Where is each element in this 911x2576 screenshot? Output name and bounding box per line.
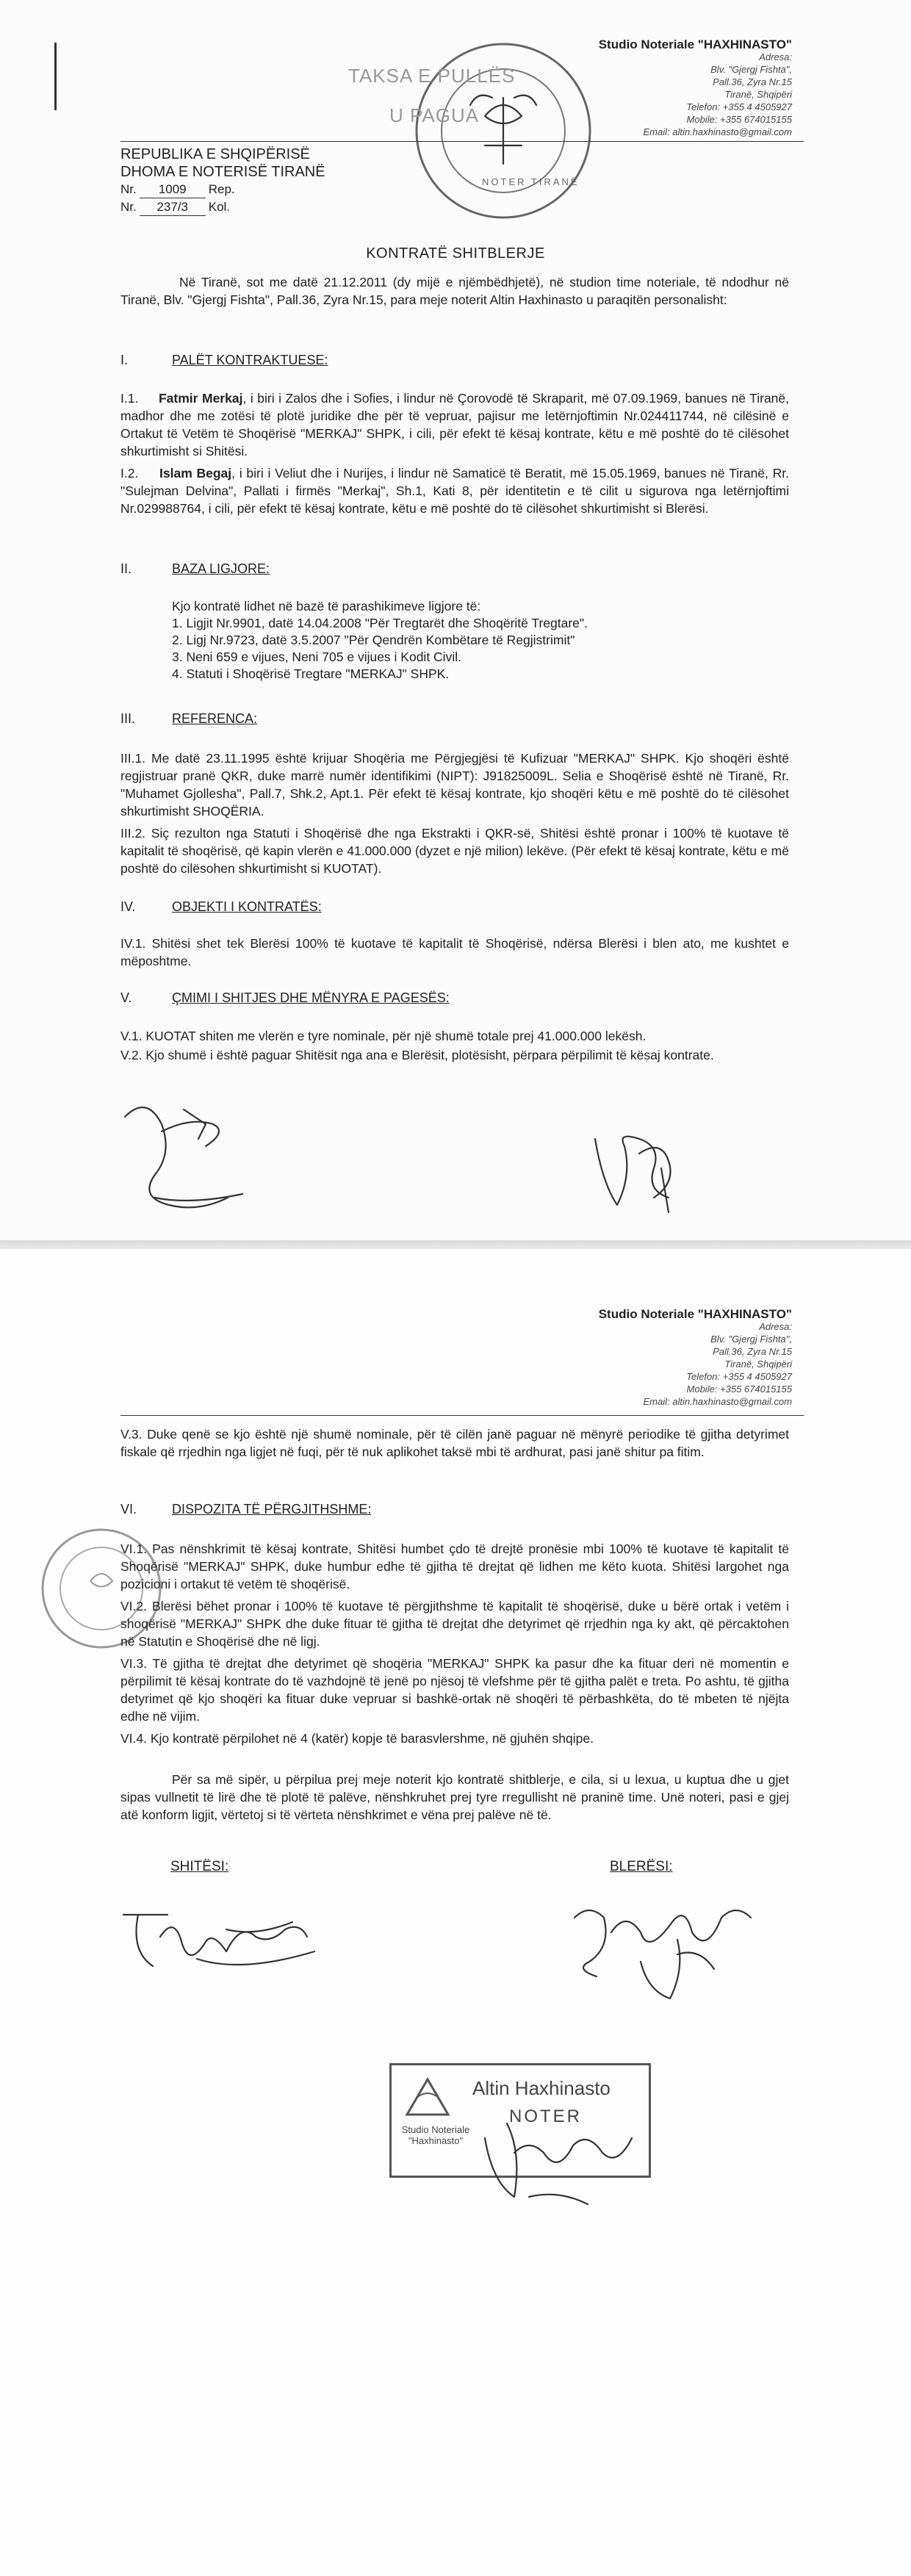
legal-basis-item: 2. Ligj Nr.9723, datë 3.5.2007 "Për Qendrën Kombëtare të Regjistrimit" [172, 633, 575, 647]
studio-street: Blv. "Gjergj Fishta", [710, 64, 792, 75]
section-2-heading [120, 560, 270, 578]
section-3-heading [120, 710, 257, 727]
general-1-paragraph: VI.1. Pas nënshkrimit të kësaj kontrate, Shitësi humbet çdo të drejtë pronësie mbi 100% të kuotave të kapitalit të Shoqërisë "MERKAJ" SHPK, duke humbur edhe të gjitha të drejtat që lidhen me këto kuota. Shitësi largohet nga pozicioni i ortakut të vetëm të shoqërisë. [120, 1541, 789, 1591]
stamp-studio-line2: "Haxhinasto" [408, 2135, 464, 2146]
party-2-paragraph [120, 464, 789, 517]
general-2-paragraph: VI.2. Blerësi bëhet pronar i 100% të kuotave të përgjithshme të kapitalit të shoqërisë, duke u bërë ortak i vetëm i shoqërisë "MERKAJ" SHPK dhe duke fituar të gjitha të drejtat dhe detyrimet që rrjedhin nga ky akt, që përcaktohen në Statutin e Shoqërisë dhe në ligj. [120, 1599, 789, 1649]
party-2-number: I.2. [120, 466, 139, 481]
buyer-signature [552, 1881, 802, 2013]
notary-signature [470, 2109, 661, 2219]
section-5-heading [120, 989, 450, 1007]
seller-signature-page-1 [110, 1087, 272, 1227]
section-4-number: IV. [120, 899, 136, 914]
header-rule [120, 1415, 804, 1416]
section-2-title: BAZA LIGJORE: [172, 561, 270, 576]
scan-edge-mark [54, 43, 57, 110]
contract-page-1 [0, 0, 911, 1242]
notary-name: Altin Haxhinasto [472, 2077, 611, 2099]
buyer-signature-page-1 [566, 1109, 705, 1227]
contract-title: KONTRATË SHITBLERJE [366, 245, 545, 262]
party-1-text: , i biri i Zalos dhe i Sofies, i lindur në Çorovodë të Skraparit, më 07.09.1969, banues në Tiranë, madhor dhe me zotësi të plotë juridike dhe për të vepruar, pajisur me letërnjoftimin Nr.024411744, në cilësinë e Ortakut të Vetëm të Shoqërisë "MERKAJ" SHPK, i cili, për efekt të kësaj kontrate, këtu e më poshtë do të cilësohet shkurtimisht si Shitësi. [120, 391, 789, 458]
section-1-heading [120, 351, 328, 369]
tax-seal-stamp [375, 28, 595, 234]
studio-address-label: Adresa: [759, 51, 792, 62]
object-paragraph: IV.1. Shitësi shet tek Blerësi 100% të kuotave të kapitalit të Shoqërisë, ndërsa Blerësi i blen ato, me kushtet e mëposhtme. [120, 936, 789, 968]
emblem-icon [402, 2076, 453, 2120]
legal-basis-intro: Kjo kontratë lidhet në bazë të parashikimeve ligjore të: [172, 599, 481, 614]
studio-email: Email: altin.haxhinasto@gmail.com [643, 126, 792, 137]
general-4-paragraph: VI.4. Kjo kontratë përpilohet në 4 (katër) kopje të barasvlershme, në gjuhën shqipe. [120, 1731, 594, 1746]
section-6-title: DISPOZITA TË PËRGJITHSHME: [172, 1502, 372, 1517]
legal-basis-list [172, 598, 789, 683]
section-5-title: ÇMIMI I SHITJES DHE MËNYRA E PAGESËS: [172, 990, 450, 1005]
registry-header [120, 145, 325, 216]
reference-1-paragraph: III.1. Me datë 23.11.1995 është krijuar Shoqëria me Përgjegjësi të Kufizuar "MERKAJ" SHPK. Kjo shoqëri është regjistruar pranë QKR, duke marrë numër identifikimi (NIPT): J91825009L. Selia e Shoqërisë është në Tiranë, Rr. "Muhamet Gjollesha", Pall.7, Shk.2, Apt.1. Për efekt të kësaj kontrate, kjo shoqëri këtu e më poshtë do të cilësohet shkurtimisht SHOQËRIA. [120, 751, 789, 819]
price-1-paragraph: V.1. KUOTAT shiten me vlerën e tyre nominale, për një shumë totale prej 41.000.000 lekësh. [120, 1029, 647, 1043]
legal-basis-item: 3. Neni 659 e vijues, Neni 705 e vijues i Kodit Civil. [172, 650, 461, 664]
tax-stamp-line2: U PAGUA [389, 104, 480, 126]
seller-signature [109, 1885, 351, 1988]
studio-phone: Telefon: +355 4 4505927 [686, 1371, 792, 1382]
price-2-paragraph: V.2. Kjo shumë i është paguar Shitësit nga ana e Blerësit, plotësisht, përpara përpilimit të kësaj kontrate. [120, 1048, 714, 1062]
studio-street: Blv. "Gjergj Fishta", [710, 1334, 792, 1345]
section-3-number: III. [120, 711, 136, 726]
chamber-line: DHOMA E NOTERISË TIRANË [120, 164, 325, 180]
reference-2-paragraph: III.2. Siç rezulton nga Statuti i Shoqërisë dhe nga Ekstrakti i QKR-së, Shitësi është pronar i 100% të kuotave të kapitalit të shoqërisë, që kapin vlerën e 41.000.000 (dyzet e një milion) lekëve. (Për efekt të kësaj kontrate, këtu e më poshtë do cilësohen shkurtimisht si KUOTAT). [120, 826, 789, 876]
party-2-name: Islam Begaj [159, 466, 232, 481]
studio-city: Tiranë, Shqipëri [724, 1359, 792, 1370]
section-4-title: OBJEKTI I KONTRATËS: [172, 899, 322, 914]
section-5-number: V. [120, 990, 132, 1005]
studio-email: Email: altin.haxhinasto@gmail.com [643, 1396, 792, 1407]
price-3-paragraph: V.3. Duke qenë se kjo është një shumë nominale, për të cilën janë paguar në mënyrë periodike të gjitha detyrimet fiskale që rrjedhin nga ligjet në fuqi, për të nuk aplikohet taksë mbi të ardhurat, pasi janë shitur pa fitim. [120, 1427, 789, 1459]
section-6-number: VI. [120, 1502, 137, 1517]
studio-header-page-2 [599, 1308, 792, 1408]
studio-building: Pall.36, Zyra Nr.15 [713, 76, 792, 87]
legal-basis-item: 4. Statuti i Shoqërisë Tregtare "MERKAJ" SHPK. [172, 666, 450, 681]
studio-name: Studio Noteriale "HAXHINASTO" [598, 1307, 792, 1321]
legal-basis-item: 1. Ligjit Nr.9901, datë 14.04.2008 "Për Tregtarët dhe Shoqëritë Tregtare". [172, 616, 588, 630]
header-rule [120, 141, 804, 142]
party-1-name: Fatmir Merkaj [158, 391, 243, 406]
stamp-studio-line1: Studio Noteriale [401, 2124, 470, 2135]
rep-suffix: Rep. [208, 182, 235, 196]
kol-number: 237/3 [140, 198, 206, 216]
general-3-paragraph: VI.3. Të gjitha të drejtat dhe detyrimet që shoqëria "MERKAJ" SHPK ka pasur dhe ka fituar deri në momentin e përpilimit të kësaj kontrate do të vazhdojnë të jenë po njësoj të vlefshme për të gjitha palët e treta. Po ashtu, të gjitha detyrimet që kjo shoqëri ka fituar duke vepruar si bashkë-ortak në shoqëri të përbashkëta, do të mbeten të njëjta edhe në vijim. [120, 1656, 789, 1724]
republic-line: REPUBLIKA E SHQIPËRISË [120, 146, 310, 162]
section-1-number: I. [120, 353, 129, 367]
rep-number-line [120, 181, 325, 198]
rep-number: 1009 [140, 181, 206, 198]
notary-title: NOTER [509, 2107, 582, 2126]
studio-mobile: Mobile: +355 674015155 [686, 1384, 792, 1395]
kol-number-line [120, 198, 325, 216]
party-2-text: , i biri i Veliut dhe i Nurijes, i lindur në Samaticë të Beratit, më 15.05.1969, banues në Tiranë, Rr. "Sulejman Delvina", Pallati i firmës "Merkaj", Sh.1, Kati 8, për identitetin e të cilit u sigurova nga letërnjoftimi Nr.029988764, i cili, për efekt të kësaj kontrate, këtu e më poshtë do të cilësohet shkurtimisht si Blerësi. [120, 466, 789, 516]
studio-header [599, 38, 792, 138]
studio-mobile: Mobile: +355 674015155 [686, 114, 792, 125]
studio-city: Tiranë, Shqipëri [724, 89, 792, 100]
party-1-number: I.1. [120, 391, 139, 406]
intro-paragraph: Në Tiranë, sot me datë 21.12.2011 (dy mijë e njëmbëdhjetë), në studion time noteriale, të ndodhur në Tiranë, Blv. "Gjergj Fishta", Pall.36, Zyra Nr.15, para meje noterit Altin Haxhinasto u paraqitën personalisht: [120, 275, 789, 307]
tax-stamp-line1: TAKSA E PULLËS [348, 65, 516, 87]
section-3-title: REFERENCA: [172, 711, 258, 726]
party-1-paragraph [120, 389, 789, 460]
section-1-title: PALËT KONTRAKTUESE: [172, 353, 328, 367]
studio-name: Studio Noteriale "HAXHINASTO" [598, 37, 792, 51]
contract-page-2 [0, 1249, 911, 2576]
section-4-heading [120, 898, 322, 915]
kol-suffix: Kol. [208, 200, 231, 214]
seal-bottom-text: NOTER TIRANË [482, 176, 580, 187]
studio-phone: Telefon: +355 4 4505927 [686, 101, 792, 112]
kol-label: Nr. [120, 200, 137, 214]
rep-label: Nr. [120, 182, 137, 196]
stamp-studio-label [399, 2124, 472, 2146]
studio-address-label: Adresa: [759, 1321, 792, 1332]
studio-building: Pall.36, Zyra Nr.15 [713, 1346, 792, 1357]
section-2-number: II. [120, 561, 132, 576]
closing-paragraph: Për sa më sipër, u përpilua prej meje noterit kjo kontratë shitblerje, e cila, si u lexua, u kuptua dhe u gjet sipas vullnetit të lirë dhe të plotë të palëve, nënshkruhet prej tyre rregullisht në praninë time. Unë noteri, pasi e gjej atë konform ligjit, vërtetoj si të vërteta nënshkrimet e vëna prej palëve në të. [120, 1772, 789, 1822]
buyer-label: BLERËSI: [610, 1859, 673, 1874]
seller-label: SHITËSI: [170, 1859, 229, 1874]
